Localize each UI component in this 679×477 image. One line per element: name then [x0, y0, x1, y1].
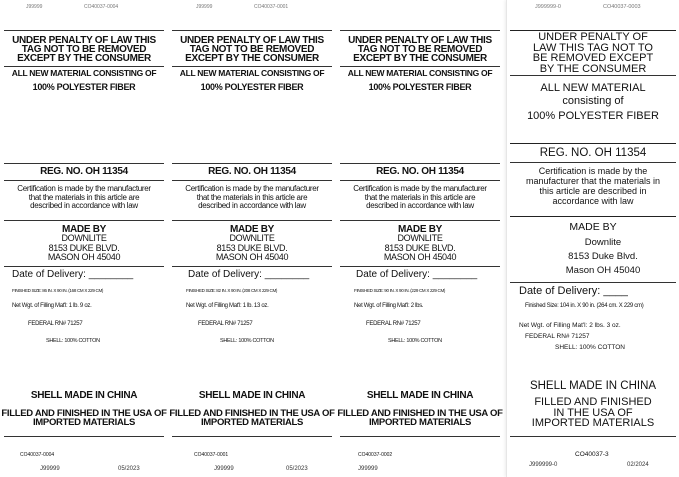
filled-origin: FILLED AND FINISHED IN THE USA OF IMPORTED MATERIALS — [1, 408, 167, 428]
footer-date: 02/2024 — [627, 462, 649, 468]
material-line: ALL NEW MATERIAL CONSISTING OF — [11, 68, 157, 78]
divider — [510, 282, 676, 283]
divider — [510, 216, 676, 217]
shell-origin: SHELL MADE IN CHINA — [529, 380, 657, 392]
fiber-content: 100% POLYESTER FIBER — [527, 110, 659, 122]
footer-job-number: J99999 — [214, 466, 234, 472]
federal-rn: FEDERAL RN# 71257 — [198, 321, 253, 327]
divider — [172, 180, 332, 181]
warning-text: UNDER PENALTY OF LAW THIS TAG NOT TO BE REMOVED EXCEPT BY THE CONSUMER — [532, 31, 654, 75]
made-by-label: MADE BY — [569, 221, 617, 233]
shell-content: SHELL: 100% COTTON — [388, 338, 442, 344]
date-of-delivery: Date of Delivery: ________ — [188, 269, 310, 280]
finished-size: Finished Size: 104 in. X 90 in. (264 cm. X 229 cm) — [525, 303, 644, 309]
shell-origin: SHELL MADE IN CHINA — [366, 390, 474, 401]
made-by-label: MADE BY — [397, 224, 442, 235]
reg-number: REG. NO. OH 11354 — [539, 147, 647, 159]
shell-content: SHELL: 100% COTTON — [220, 338, 274, 344]
header-code: CO40037-0003 — [603, 4, 641, 10]
material-line: ALL NEW MATERIAL — [540, 82, 646, 94]
shell-origin: SHELL MADE IN CHINA — [198, 390, 306, 401]
federal-rn: FEDERAL RN# 71257 — [28, 321, 83, 327]
footer-code: CO40037-3 — [575, 451, 609, 458]
footer-code: CO40037-0002 — [358, 452, 393, 458]
divider — [340, 163, 500, 164]
reg-number: REG. NO. OH 11354 — [40, 166, 128, 177]
shell-origin: SHELL MADE IN CHINA — [30, 390, 138, 401]
divider — [510, 162, 676, 163]
divider — [4, 180, 164, 181]
divider — [172, 436, 332, 437]
divider — [510, 436, 676, 437]
divider — [4, 220, 164, 221]
header-job-number: J99999 — [196, 4, 213, 10]
certification-text: Certification is made by the manufacturer that the materials in this article are described in accordance with law — [525, 166, 661, 206]
manufacturer-address: DOWNLITE 8153 DUKE BLVD. MASON OH 45040 — [383, 233, 457, 262]
divider — [4, 436, 164, 437]
net-weight: Net Wgt. of Filling Mat'l: 1 lb. 9 oz. — [12, 303, 92, 309]
header-job-number: J999999-0 — [535, 4, 561, 10]
reg-number: REG. NO. OH 11354 — [208, 166, 296, 177]
fiber-content: 100% POLYESTER FIBER — [368, 82, 472, 92]
net-weight: Net Wgt. of Filling Mat'l: 1 lb. 13 oz. — [186, 303, 269, 309]
net-weight: Net Wgt. of Filling Mat'l: 2 lbs. — [354, 303, 424, 309]
divider — [172, 266, 332, 267]
filled-origin: FILLED AND FINISHED IN THE USA OF IMPORTED MATERIALS — [531, 396, 655, 429]
warning-text: UNDER PENALTY OF LAW THIS TAG NOT TO BE REMOVED EXCEPT BY THE CONSUMER — [348, 35, 492, 64]
net-weight: Net Wgt. of Filling Mat'l: 2 lbs. 3 oz. — [519, 322, 621, 329]
fiber-content: 100% POLYESTER FIBER — [200, 82, 304, 92]
federal-rn: FEDERAL RN# 71257 — [525, 333, 590, 340]
manufacturer-address: DOWNLITE 8153 DUKE BLVD. MASON OH 45040 — [215, 233, 289, 262]
finished-size: FINISHED SIZE: 90 IN. X 90 IN. (229 CM X 229 CM) — [354, 288, 446, 293]
divider — [4, 266, 164, 267]
filled-origin: FILLED AND FINISHED IN THE USA OF IMPORTED MATERIALS — [337, 408, 503, 428]
reg-number: REG. NO. OH 11354 — [376, 166, 464, 177]
header-code: CO40037-0001 — [254, 4, 289, 10]
divider — [340, 266, 500, 267]
footer-date: 05/2023 — [286, 466, 308, 472]
law-tag-1 — [0, 0, 168, 477]
divider — [340, 436, 500, 437]
certification-text: Certification is made by the manufacturer that the materials in this article are described in accordance with law — [185, 184, 319, 210]
material-line: ALL NEW MATERIAL CONSISTING OF — [347, 68, 493, 78]
law-tag-4 — [506, 0, 679, 477]
divider — [172, 163, 332, 164]
date-of-delivery: Date of Delivery: ____ — [519, 285, 628, 297]
footer-date: 05/2023 — [118, 466, 140, 472]
divider — [510, 75, 676, 76]
law-tag-2 — [168, 0, 336, 477]
divider — [510, 143, 676, 144]
divider — [4, 163, 164, 164]
footer-code: CO40037-0004 — [20, 452, 55, 458]
law-tag-3 — [336, 0, 504, 477]
divider — [340, 180, 500, 181]
warning-text: UNDER PENALTY OF LAW THIS TAG NOT TO BE REMOVED EXCEPT BY THE CONSUMER — [180, 35, 324, 64]
divider — [4, 66, 164, 67]
header-code: CO40037-0004 — [84, 4, 119, 10]
filled-origin: FILLED AND FINISHED IN THE USA OF IMPORTED MATERIALS — [169, 408, 335, 428]
certification-text: Certification is made by the manufacturer that the materials in this article are described in accordance with law — [353, 184, 487, 210]
material-line: ALL NEW MATERIAL CONSISTING OF — [179, 68, 325, 78]
footer-job-number: J99999 — [358, 466, 378, 472]
date-of-delivery: Date of Delivery: ________ — [356, 269, 478, 280]
date-of-delivery: Date of Delivery: ________ — [12, 269, 134, 280]
certification-text: Certification is made by the manufacturer that the materials in this article are described in accordance with law — [17, 184, 151, 210]
footer-job-number: J999999-0 — [529, 462, 558, 468]
fiber-content: 100% POLYESTER FIBER — [32, 82, 136, 92]
divider — [172, 220, 332, 221]
warning-text: UNDER PENALTY OF LAW THIS TAG NOT TO BE REMOVED EXCEPT BY THE CONSUMER — [12, 35, 156, 64]
manufacturer-address: Downlite 8153 Duke Blvd. Mason OH 45040 — [565, 237, 641, 276]
finished-size: FINISHED SIZE: 82 IN. X 90 IN. (208 CM X 229 CM) — [186, 288, 278, 293]
shell-content: SHELL: 100% COTTON — [46, 338, 100, 344]
made-by-label: MADE BY — [229, 224, 274, 235]
footer-code: CO40037-0001 — [194, 452, 229, 458]
finished-size: FINISHED SIZE: 86 IN. X 90 IN. (168 CM X 229 CM) — [12, 288, 104, 293]
divider — [340, 220, 500, 221]
footer-job-number: J99999 — [40, 466, 60, 472]
made-by-label: MADE BY — [61, 224, 106, 235]
shell-content: SHELL: 100% COTTON — [555, 344, 625, 351]
manufacturer-address: DOWNLITE 8153 DUKE BLVD. MASON OH 45040 — [47, 233, 121, 262]
divider — [4, 30, 164, 31]
divider — [172, 30, 332, 31]
material-consisting: consisting of — [562, 95, 624, 107]
divider — [340, 30, 500, 31]
divider — [340, 66, 500, 67]
header-job-number: J99999 — [26, 4, 43, 10]
divider — [172, 66, 332, 67]
federal-rn: FEDERAL RN# 71257 — [366, 321, 421, 327]
